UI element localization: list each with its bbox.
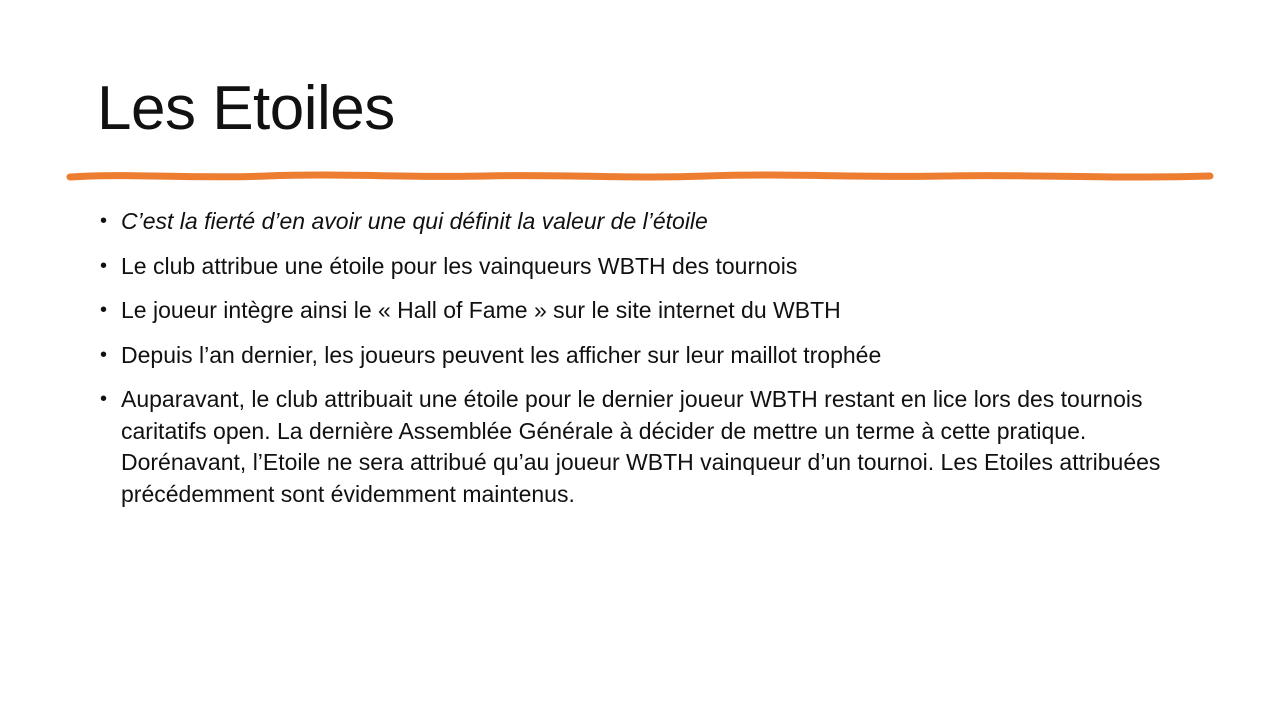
bullet-text: C’est la fierté d’en avoir une qui définit la valeur de l’étoile: [121, 208, 708, 234]
bullet-dot: •: [100, 299, 108, 321]
bullet-list: [100, 206, 1180, 523]
bullet-dot: •: [100, 210, 108, 232]
bullet-item: [100, 251, 1180, 283]
bullet-item: [100, 206, 1180, 238]
bullet-dot: •: [100, 388, 108, 410]
bullet-item: [100, 340, 1180, 372]
bullet-text: Depuis l’an dernier, les joueurs peuvent les afficher sur leur maillot trophée: [121, 341, 882, 368]
title-underline: [66, 168, 1214, 186]
bullet-text: Auparavant, le club attribuait une étoile pour le dernier joueur WBTH restant en lice lors des tournois caritatifs open. La dernière Assemblée Générale à décider de mettre un terme à cette pratique. Dorénavant, l’Etoile ne sera attribué qu’au joueur WBTH vainqueur d’un tournoi. Les Etoiles attribuées précédemment sont évidemment maintenus.: [121, 386, 1161, 507]
bullet-dot: •: [100, 343, 108, 366]
bullet-item: [100, 384, 1180, 510]
bullet-text: Le joueur intègre ainsi le « Hall of Fame » sur le site internet du WBTH: [121, 297, 841, 323]
slide-title: Les Etoiles: [97, 74, 395, 143]
bullet-dot: •: [100, 254, 108, 277]
bullet-text: Le club attribue une étoile pour les vainqueurs WBTH des tournois: [121, 252, 798, 279]
bullet-item: [100, 295, 1180, 327]
underline-stroke: [70, 175, 1210, 177]
